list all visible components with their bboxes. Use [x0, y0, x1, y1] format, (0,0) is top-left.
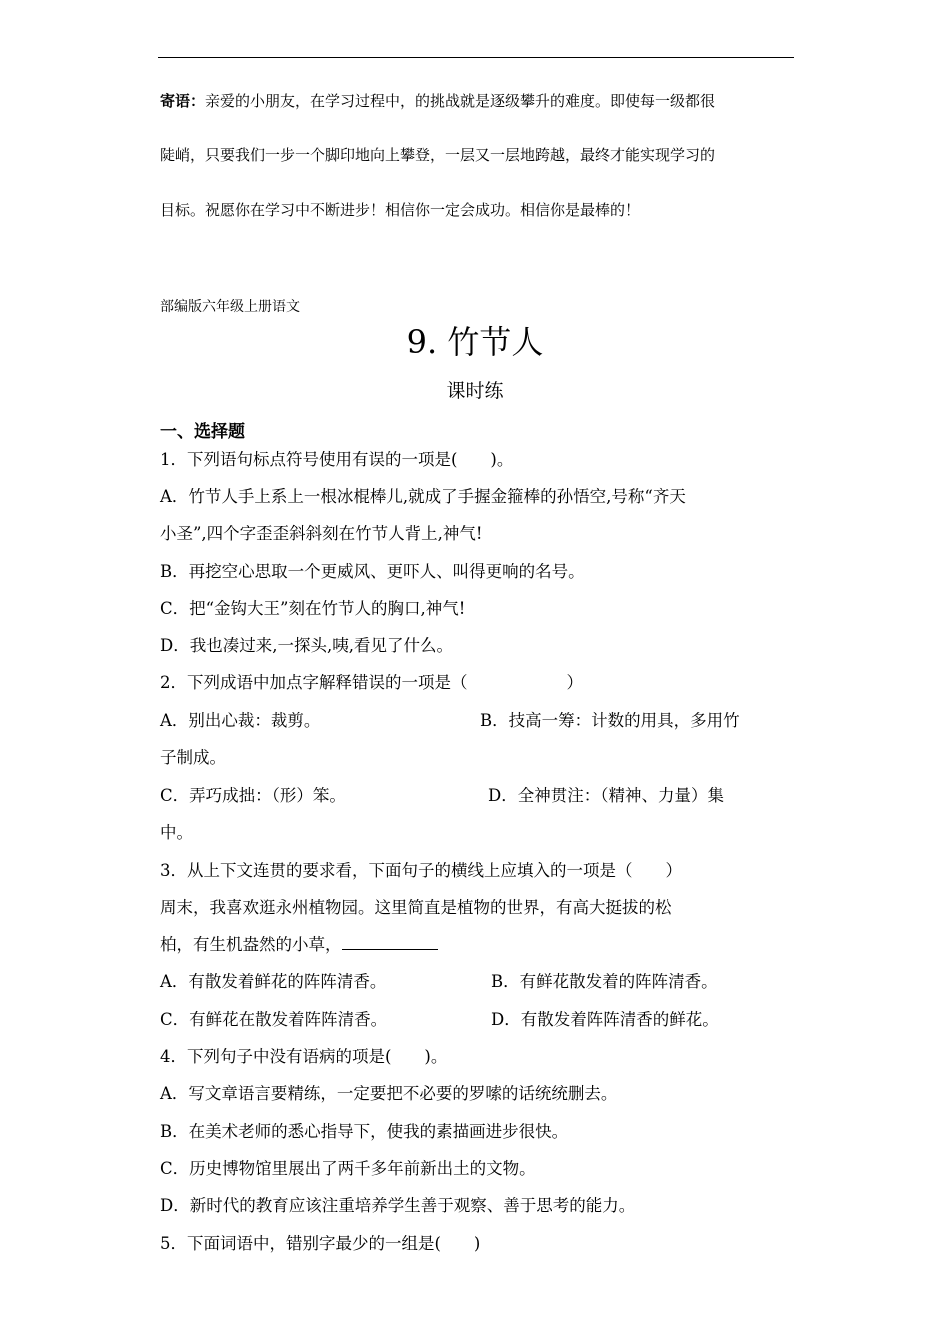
- q1-stem: 1．下列语句标点符号使用有误的一项是( )。: [160, 450, 514, 469]
- q3-stem: 3．从上下文连贯的要求看，下面句子的横线上应填入的一项是（ ）: [160, 861, 682, 880]
- q3-option-a: A．有散发着鲜花的阵阵清香。: [160, 972, 387, 991]
- q2-option-a: A．别出心裁：裁剪。: [160, 711, 321, 730]
- q1-option-d: D．我也凑过来,一探头,咦,看见了什么。: [160, 636, 453, 655]
- lesson-title: 9. 竹节人: [406, 323, 544, 361]
- q4-option-a: A．写文章语言要精练，一定要把不必要的罗嗦的话统统删去。: [160, 1084, 618, 1103]
- q2-option-d-line1: D．全神贯注：（精神、力量）集: [488, 786, 724, 805]
- message-label: 寄语：: [160, 92, 206, 110]
- q3-option-b: B．有鲜花散发着的阵阵清香。: [491, 972, 718, 991]
- answer-blank: [342, 935, 438, 950]
- q2-option-b-line2: 子制成。: [160, 748, 226, 767]
- q4-option-d: D．新时代的教育应该注重培养学生善于观察、善于思考的能力。: [160, 1196, 636, 1215]
- q4-option-c: C．历史博物馆里展出了两千多年前新出土的文物。: [160, 1159, 536, 1178]
- q1-option-c: C．把“金钩大王”刻在竹节人的胸口,神气!: [160, 599, 466, 618]
- message-line-2: 陡峭，只要我们一步一个脚印地向上攀登，一层又一层地跨越，最终才能实现学习的: [160, 146, 716, 164]
- q1-option-a-line1: A．竹节人手上系上一根冰棍棒儿,就成了手握金箍棒的孙悟空,号称“齐天: [160, 487, 686, 506]
- message-line-3: 目标。祝愿你在学习中不断进步！相信你一定会成功。相信你是最棒的！: [160, 201, 641, 219]
- q3-context-line2: 柏，有生机盎然的小草，: [160, 934, 438, 956]
- header-rule: [158, 57, 794, 58]
- subject-label: 部编版六年级上册语文: [160, 299, 300, 315]
- q4-stem: 4．下列句子中没有语病的项是( )。: [160, 1047, 448, 1066]
- q2-option-d-line2: 中。: [160, 823, 193, 842]
- q3-option-d: D．有散发着阵阵清香的鲜花。: [491, 1010, 719, 1029]
- q2-option-c: C．弄巧成拙：（形）笨。: [160, 786, 346, 805]
- lesson-subtitle: 课时练: [446, 380, 504, 402]
- q3-context-line1: 周末，我喜欢逛永州植物园。这里简直是植物的世界，有高大挺拔的松: [160, 898, 672, 917]
- message-line-1: 寄语：亲爱的小朋友，在学习过程中，的挑战就是逐级攀升的难度。即使每一级都很: [160, 92, 716, 110]
- q3-option-c: C．有鲜花在散发着阵阵清香。: [160, 1010, 388, 1029]
- q5-stem: 5．下面词语中，错别字最少的一组是( ): [160, 1234, 481, 1253]
- section-heading: 一、选择题: [160, 422, 245, 442]
- q4-option-b: B．在美术老师的悉心指导下，使我的素描画进步很快。: [160, 1122, 569, 1141]
- q2-stem: 2．下列成语中加点字解释错误的一项是（ ）: [160, 673, 583, 692]
- q1-option-a-line2: 小圣”,四个字歪歪斜斜刻在竹节人背上,神气!: [160, 524, 483, 543]
- q1-option-b: B．再挖空心思取一个更威风、更吓人、叫得更响的名号。: [160, 562, 585, 581]
- q2-option-b-line1: B．技高一筹：计数的用具，多用竹: [480, 711, 740, 730]
